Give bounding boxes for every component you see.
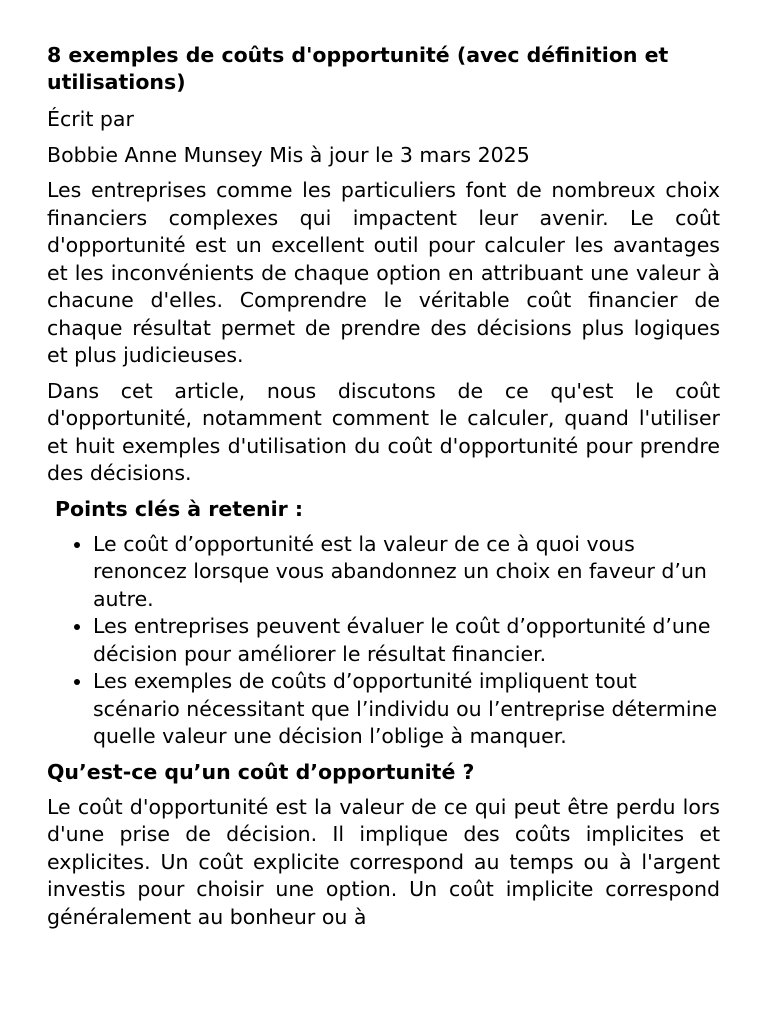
- article-title: 8 exemples de coûts d'opportunité (avec définition et utilisations): [47, 43, 669, 94]
- key-point-item: • Le coût d’opportunité est la valeur de ce à quoi vous renoncez lorsque vous abandonnez un choix en faveur d’un autre.: [93, 531, 720, 614]
- key-point-item: • Les exemples de coûts d’opportunité impliquent tout scénario nécessitant que l’individu ou l’entreprise détermine quelle valeur une décision l’oblige à manquer.: [93, 668, 720, 751]
- key-points-heading: Points clés à retenir :: [55, 496, 304, 521]
- section-paragraph: Le coût d'opportunité est la valeur de ce qui peut être perdu lors d'une prise de décision. Il implique des coûts implicites et explicites. Un coût explicite correspond au temps ou à l'argent investis pour choisir une option. Un coût implicite correspond généralement au bonheur ou à: [47, 794, 720, 929]
- section-heading: Qu’est-ce qu’un coût d’opportunité ?: [47, 759, 475, 784]
- key-point-item: • Les entreprises peuvent évaluer le coût d’opportunité d’une décision pour améliorer le résultat financier.: [93, 613, 720, 668]
- intro-paragraph-1: Les entreprises comme les particuliers font de nombreux choix financiers complexes qui impactent leur avenir. Le coût d'opportunité est un excellent outil pour calculer les avantages et les inconvénients de chaque option en attribuant une valeur à chacune d'elles. Comprendre le véritable coût financier de chaque résultat permet de prendre des décisions plus logiques et plus judicieuses.: [47, 178, 720, 367]
- byline-label: Écrit par: [47, 107, 134, 131]
- intro-paragraph-2: Dans cet article, nous discutons de ce qu'est le coût d'opportunité, notamment comment le calculer, quand l'utiliser et huit exemples d'utilisation du coût d'opportunité pour prendre des décisions.: [47, 378, 720, 485]
- author-date: Bobbie Anne Munsey Mis à jour le 3 mars 2025: [47, 142, 530, 167]
- key-points-list: [47, 531, 720, 751]
